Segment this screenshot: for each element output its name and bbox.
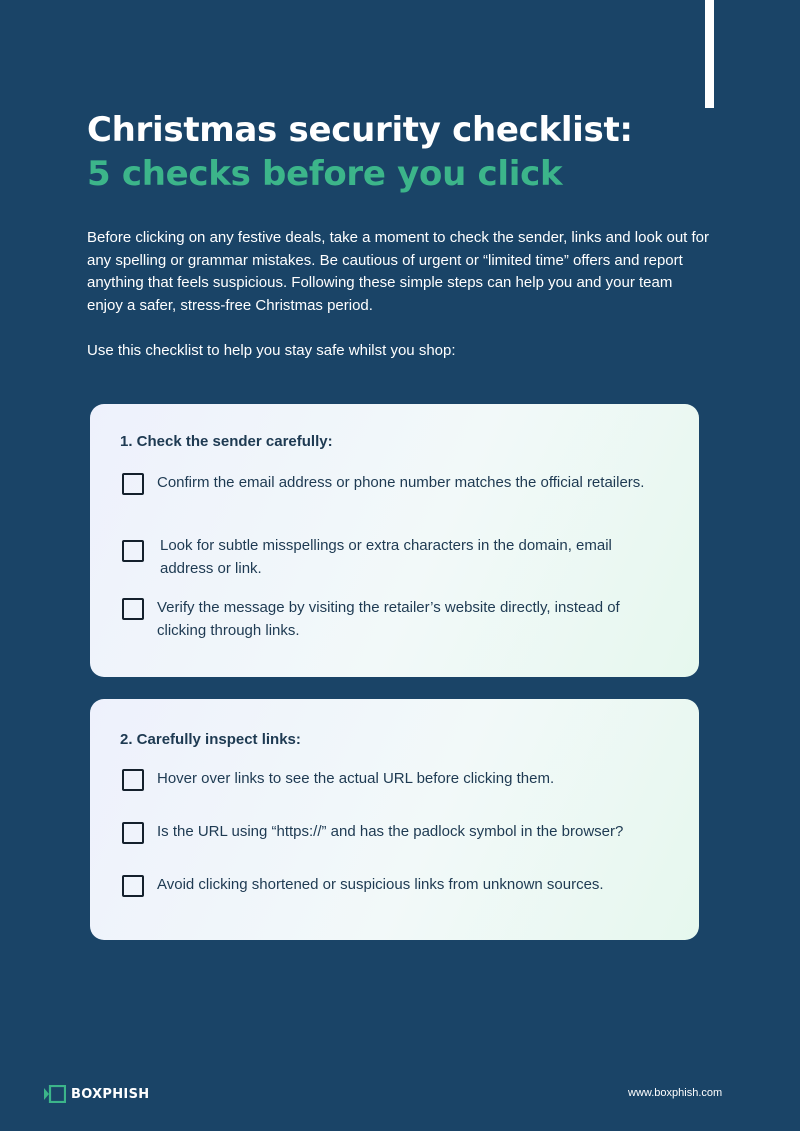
checkbox[interactable] bbox=[122, 473, 144, 495]
checklist-item-text: Is the URL using “https://” and has the padlock symbol in the browser? bbox=[157, 823, 624, 840]
checklist-item-text: Look for subtle misspellings or extra characters in the domain, email address or link. bbox=[160, 537, 612, 577]
page-title bbox=[87, 108, 633, 196]
checkbox[interactable] bbox=[122, 875, 144, 897]
website-link[interactable]: www.boxphish.com bbox=[628, 1087, 723, 1099]
checkbox[interactable] bbox=[122, 540, 144, 562]
checklist-card-sender bbox=[90, 404, 699, 677]
checkbox[interactable] bbox=[122, 822, 144, 844]
title-line-2: 5 checks before you click bbox=[87, 154, 563, 194]
checklist-item-text: Confirm the email address or phone number matches the official retailers. bbox=[157, 474, 645, 491]
boxphish-logo-icon bbox=[44, 1085, 66, 1103]
top-accent-bar bbox=[705, 0, 714, 108]
checkbox[interactable] bbox=[122, 769, 144, 791]
brand-logo bbox=[44, 1085, 149, 1103]
intro-instruction: Use this checklist to help you stay safe whilst you shop: bbox=[87, 342, 456, 359]
title-line-1: Christmas security checklist: bbox=[87, 110, 633, 150]
brand-name: BOXPHISH bbox=[71, 1086, 150, 1102]
section-heading: 1. Check the sender carefully: bbox=[120, 433, 333, 450]
checklist-card-links bbox=[90, 699, 699, 940]
checkbox[interactable] bbox=[122, 598, 144, 620]
section-heading: 2. Carefully inspect links: bbox=[120, 731, 301, 748]
checklist-item-text: Hover over links to see the actual URL before clicking them. bbox=[157, 770, 555, 787]
checklist-item-text: Verify the message by visiting the retailer’s website directly, instead of clicking through links. bbox=[157, 599, 620, 639]
checklist-item-text: Avoid clicking shortened or suspicious links from unknown sources. bbox=[157, 876, 604, 893]
intro-paragraph: Before clicking on any festive deals, take a moment to check the sender, links and look out for any spelling or grammar mistakes. Be cautious of urgent or “limited time” offers and report anything that feels suspicious. Following these simple steps can help you and your team enjoy a safer, stress-free Christmas period. bbox=[87, 229, 710, 314]
